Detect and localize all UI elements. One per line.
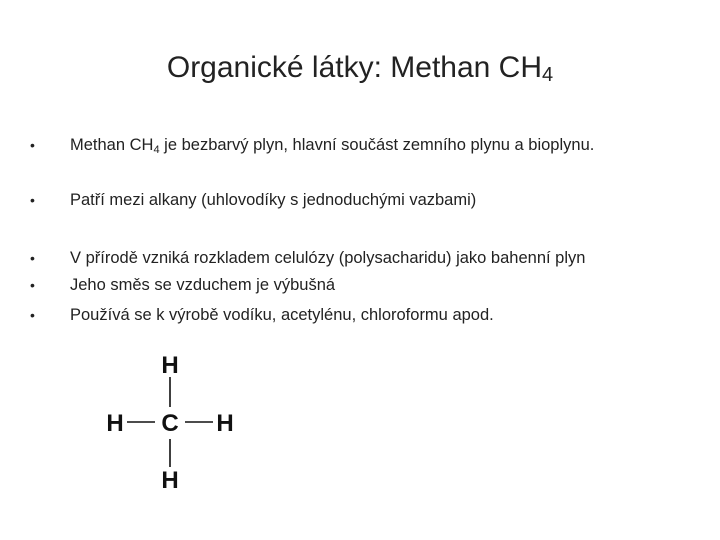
bullet-item-5 [30, 302, 710, 328]
bullet-marker: • [30, 277, 35, 293]
bullet-text [70, 136, 594, 154]
bullet-subscript: 4 [153, 144, 160, 156]
bottom-hydrogen-atom: H [161, 467, 179, 494]
bullet-item-1 [30, 132, 710, 160]
carbon-atom: C [161, 410, 179, 437]
bullet-text-before: Methan CH [70, 136, 154, 154]
bullet-text: Patří mezi alkany (uhlovodíky s jednoduchými vazbami) [70, 191, 477, 209]
bullet-marker: • [30, 307, 35, 323]
bullet-marker: • [30, 137, 35, 153]
bullet-item-3 [30, 245, 710, 271]
bullet-text-after: je bezbarvý plyn, hlavní součást zemního plynu a bioplynu. [159, 136, 595, 154]
slide-title [0, 48, 720, 91]
right-hydrogen-atom: H [216, 410, 234, 437]
bullet-marker: • [30, 250, 35, 266]
bullet-text: Jeho směs se vzduchem je výbušná [70, 276, 336, 294]
bullet-item-2 [30, 187, 710, 213]
methane-structural-formula [95, 345, 245, 495]
bullet-marker: • [30, 192, 35, 208]
top-hydrogen-atom: H [161, 352, 179, 379]
left-hydrogen-atom: H [106, 410, 124, 437]
bullet-item-4 [30, 272, 710, 298]
bullet-text: Používá se k výrobě vodíku, acetylénu, chloroformu apod. [70, 306, 494, 324]
slide-title-text: Organické látky: Methan CH [166, 51, 543, 84]
bullet-text: V přírodě vzniká rozkladem celulózy (polysacharidu) jako bahenní plyn [70, 249, 586, 267]
slide-title-subscript: 4 [542, 64, 554, 86]
